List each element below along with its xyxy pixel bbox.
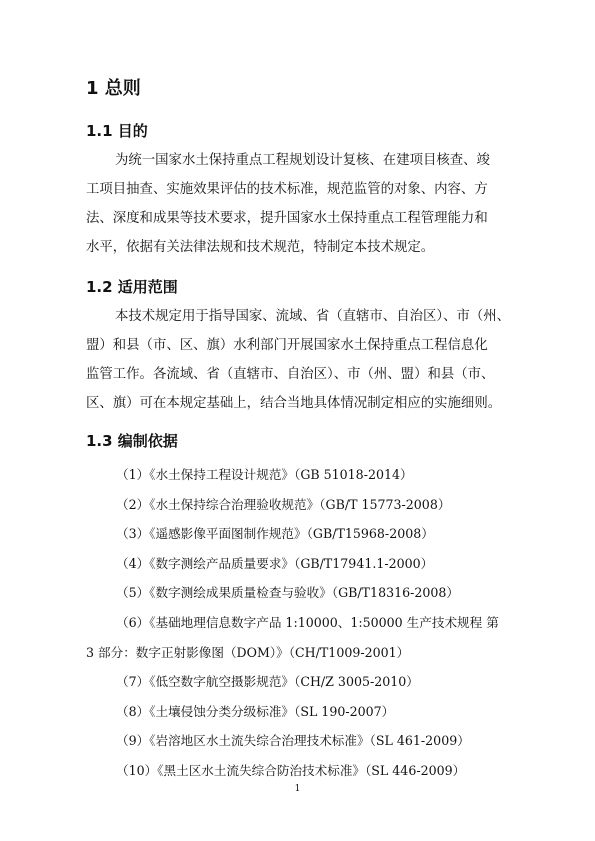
reference-item: （7）《低空数字航空摄影规范》（CH/Z 3005-2010） bbox=[116, 674, 419, 690]
paragraph-line: 法、深度和成果等技术要求，提升国家水土保持重点工程管理能力和 bbox=[86, 211, 488, 226]
section-heading-scope: 1.2 适用范围 bbox=[86, 278, 178, 296]
reference-item: （5）《数字测绘成果质量检查与验收》（GB/T18316-2008） bbox=[116, 585, 460, 601]
section-paragraph-scope bbox=[86, 302, 516, 418]
reference-item: （1）《水土保持工程设计规范》（GB 51018-2014） bbox=[116, 467, 413, 482]
paragraph-line: 盟）和县（市、区、旗）水利部门开展国家水土保持重点工程信息化 bbox=[86, 338, 488, 353]
page-number: 1 bbox=[294, 784, 301, 794]
reference-item: （4）《数字测绘产品质量要求》（GB/T17941.1-2000） bbox=[116, 555, 434, 571]
chapter-title: 1 总则 bbox=[86, 78, 141, 99]
paragraph-line: 工项目抽查、实施效果评估的技术标准，规范监管的对象、内容、方 bbox=[86, 182, 488, 197]
reference-item-continuation: 3 部分：数字正射影像图（DOM）》（CH/T1009-2001） bbox=[86, 644, 410, 660]
reference-item: （10）《黑土区水土流失综合防治技术标准》（SL 446-2009） bbox=[116, 762, 466, 778]
reference-item: （6）《基础地理信息数字产品 1:10000、1:50000 生产技术规程 第 bbox=[116, 614, 499, 630]
paragraph-line: 监管工作。各流域、省（直辖市、自治区）、市（州、盟）和县（市、 bbox=[86, 367, 495, 382]
paragraph-line: 水平，依据有关法律法规和技术规范，特制定本技术规定。 bbox=[86, 240, 435, 255]
paragraph-line: 为统一国家水土保持重点工程规划设计复核、在建项目核查、竣 bbox=[115, 153, 490, 168]
reference-list bbox=[86, 460, 516, 786]
reference-item: （3）《遥感影像平面图制作规范》（GB/T15968-2008） bbox=[116, 526, 434, 542]
paragraph-line: 区、旗）可在本规定基础上，结合当地具体情况制定相应的实施细则。 bbox=[86, 396, 502, 411]
section-heading-purpose: 1.1 目的 bbox=[86, 122, 148, 140]
paragraph-line: 本技术规定用于指导国家、流域、省（直辖市、自治区）、市（州、 bbox=[115, 309, 511, 324]
section-paragraph-purpose bbox=[86, 146, 516, 262]
reference-item: （9）《岩溶地区水土流失综合治理技术标准》（SL 461-2009） bbox=[116, 733, 470, 749]
reference-item: （8）《土壤侵蚀分类分级标准》（SL 190-2007） bbox=[116, 703, 395, 719]
section-heading-basis: 1.3 编制依据 bbox=[86, 432, 178, 450]
reference-item: （2）《水土保持综合治理验收规范》（GB/T 15773-2008） bbox=[116, 496, 451, 512]
